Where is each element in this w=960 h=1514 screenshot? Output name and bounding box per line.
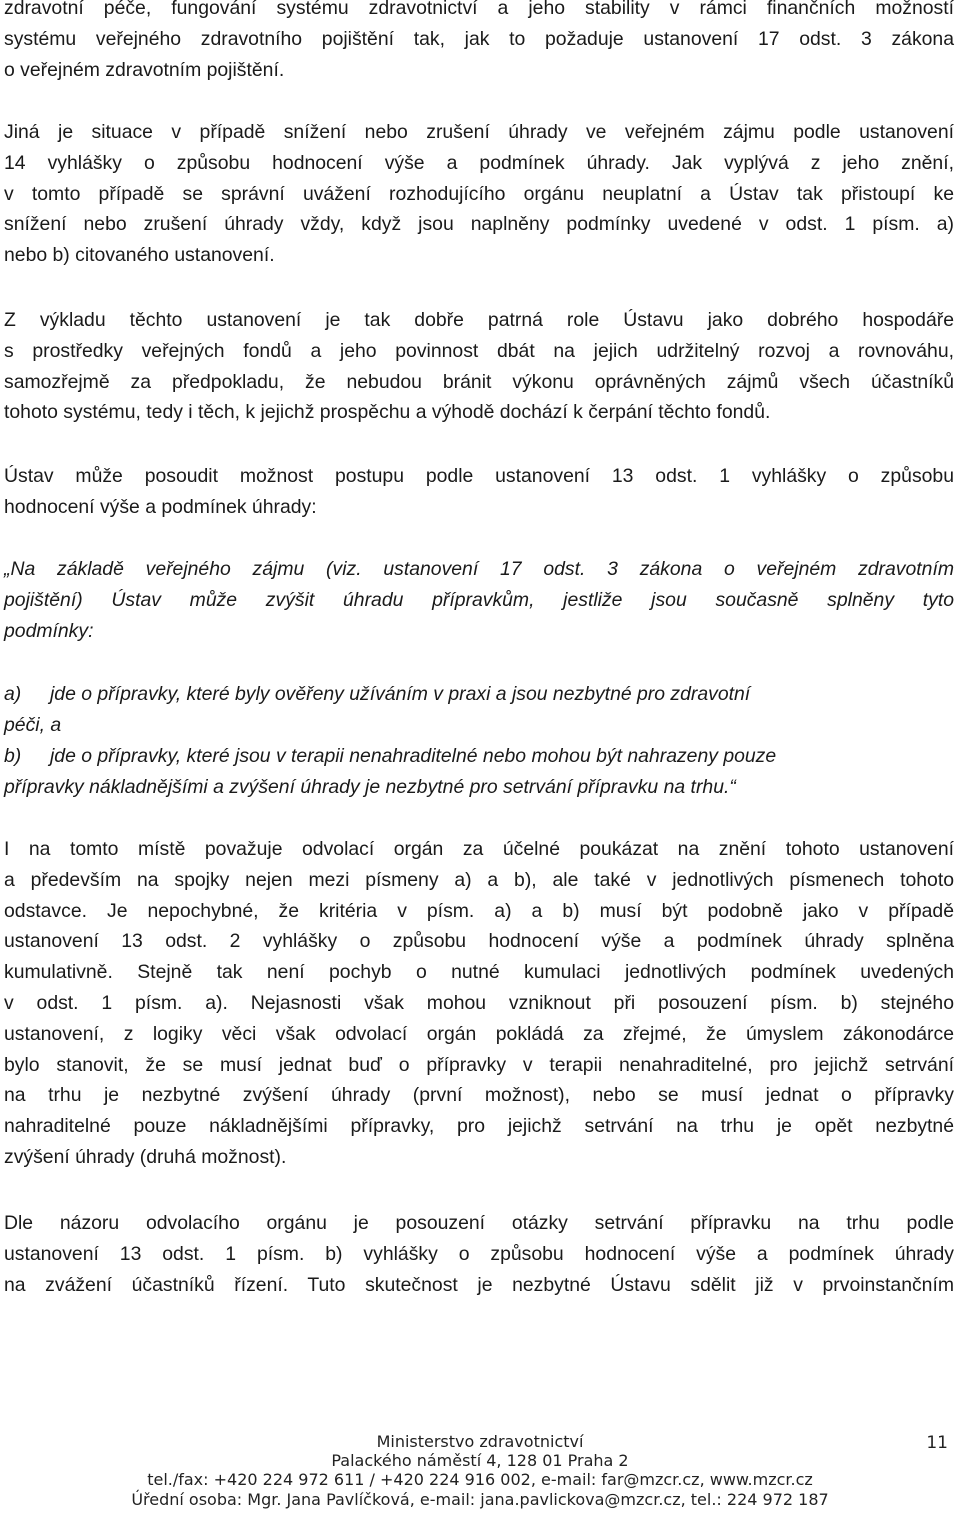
- text-line: kumulativně. Stejně tak není pochyb o nutné kumulaci jednotlivých podmínek uvedených: [4, 961, 954, 984]
- paragraph-4: [4, 461, 954, 523]
- item-text: jde o přípravky, které jsou v terapii nenahraditelné nebo mohou být nahrazeny pouze: [50, 745, 777, 767]
- text-line: Jiná je situace v případě snížení nebo zrušení úhrady ve veřejném zájmu podle ustanovení: [4, 121, 954, 143]
- footer-official: Úřední osoba: Mgr. Jana Pavlíčková, e-mail: jana.pavlickova@mzcr.cz, tel.: 224 972 187: [131, 1489, 829, 1509]
- footer-organization: Ministerstvo zdravotnictví: [376, 1432, 584, 1451]
- text-line: s prostředky veřejných fondů a jeho povinnost dbát na jejich udržitelný rozvoj a rovnováhu,: [4, 339, 954, 362]
- item-label: b): [4, 745, 22, 767]
- text-line: péči, a: [4, 713, 62, 736]
- paragraph-1: [4, 0, 954, 85]
- text-line: [4, 741, 954, 772]
- text-line: nebo b) citovaného ustanovení.: [4, 244, 275, 267]
- text-line: samozřejmě za předpokladu, že nebudou bránit výkonu oprávněných zájmů všech účastníků: [4, 370, 954, 393]
- text-line: zdravotní péče, fungování systému zdravotnictví a jeho stability v rámci finančních možností: [4, 0, 954, 19]
- text-line: nahraditelné pouze nákladnějšími přípravky, pro jejichž setrvání na trhu je opět nezbytné: [4, 1115, 954, 1138]
- text-line: v odst. 1 písm. a). Nejasnosti však mohou vzniknout při posouzení písm. b) stejného: [4, 991, 954, 1014]
- text-line: pojištění) Ústav může zvýšit úhradu přípravkům, jestliže jsou současně splněny tyto: [4, 588, 954, 611]
- paragraph-7: [4, 1208, 954, 1300]
- footer-address: Palackého náměstí 4, 128 01 Praha 2: [331, 1451, 629, 1471]
- text-line: hodnocení výše a podmínek úhrady:: [4, 495, 317, 518]
- text-line: o veřejném zdravotním pojištění.: [4, 58, 285, 81]
- paragraph-2: [4, 117, 954, 271]
- text-line: odstavce. Je nepochybné, že kritéria v písm. a) a b) musí být podobně jako v případě: [4, 899, 954, 922]
- text-line: v tomto případě se správní uvážení rozhodujícího orgánu neuplatní a Ústav tak přistoupí ke: [4, 182, 954, 205]
- text-line: Z výkladu těchto ustanovení je tak dobře patrná role Ústavu jako dobrého hospodáře: [4, 309, 954, 331]
- text-line: ustanovení, z logiky věci však odvolací orgán pokládá za zřejmé, že úmyslem zákonodárce: [4, 1022, 954, 1045]
- quote-paragraph: [4, 554, 954, 646]
- text-line: systému veřejného zdravotního pojištění tak, jak to požaduje ustanovení 17 odst. 3 zákona: [4, 27, 954, 50]
- text-line: zvýšení úhrady (druhá možnost).: [4, 1145, 287, 1168]
- text-line: ustanovení 13 odst. 2 vyhlášky o způsobu hodnocení výše a podmínek úhrady splněna: [4, 930, 954, 953]
- item-label: a): [4, 683, 22, 705]
- page-footer: [0, 1432, 960, 1509]
- text-line: přípravky nákladnějšími a zvýšení úhrady je nezbytné pro setrvání přípravku na trhu.“: [4, 775, 736, 798]
- quote-item-a: [4, 679, 954, 741]
- text-line: a především na spojky nejen mezi písmeny a) a b), ale také v jednotlivých písmenech tohoto: [4, 868, 954, 891]
- text-line: bylo stanovit, že se musí jednat buď o přípravky v terapii nenahraditelné, pro jejichž setrvání: [4, 1053, 954, 1076]
- text-line: I na tomto místě považuje odvolací orgán za účelné poukázat na znění tohoto ustanovení: [4, 838, 954, 860]
- text-line: na zvážení účastníků řízení. Tuto skutečnost je nezbytné Ústavu sdělit již v prvoinstančním: [4, 1273, 954, 1296]
- text-line: „Na základě veřejného zájmu (viz. ustanovení 17 odst. 3 zákona o veřejném zdravotním: [4, 558, 954, 580]
- quote-item-b: [4, 741, 954, 803]
- item-text: jde o přípravky, které byly ověřeny užíváním v praxi a jsou nezbytné pro zdravotní: [50, 683, 751, 705]
- paragraph-6: [4, 834, 954, 1173]
- footer-contact: tel./fax: +420 224 972 611 / +420 224 916 002, e-mail: far@mzcr.cz, www.mzcr.cz: [147, 1470, 813, 1490]
- page-number: 11: [926, 1433, 948, 1453]
- text-line: ustanovení 13 odst. 1 písm. b) vyhlášky o způsobu hodnocení výše a podmínek úhrady: [4, 1242, 954, 1265]
- text-line: snížení nebo zrušení úhrady vždy, když jsou naplněny podmínky uvedené v odst. 1 písm. a): [4, 213, 954, 236]
- text-line: [4, 679, 954, 710]
- text-line: Dle názoru odvolacího orgánu je posouzení otázky setrvání přípravku na trhu podle: [4, 1212, 954, 1234]
- text-line: tohoto systému, tedy i těch, k jejichž prospěchu a výhodě dochází k čerpání těchto fondů.: [4, 401, 771, 424]
- text-line: 14 vyhlášky o způsobu hodnocení výše a podmínek úhrady. Jak vyplývá z jeho znění,: [4, 151, 954, 174]
- text-line: na trhu je nezbytné zvýšení úhrady (první možnost), nebo se musí jednat o přípravky: [4, 1084, 954, 1107]
- paragraph-3: [4, 305, 954, 428]
- text-line: Ústav může posoudit možnost postupu podle ustanovení 13 odst. 1 vyhlášky o způsobu: [4, 465, 954, 487]
- text-line: podmínky:: [4, 619, 94, 642]
